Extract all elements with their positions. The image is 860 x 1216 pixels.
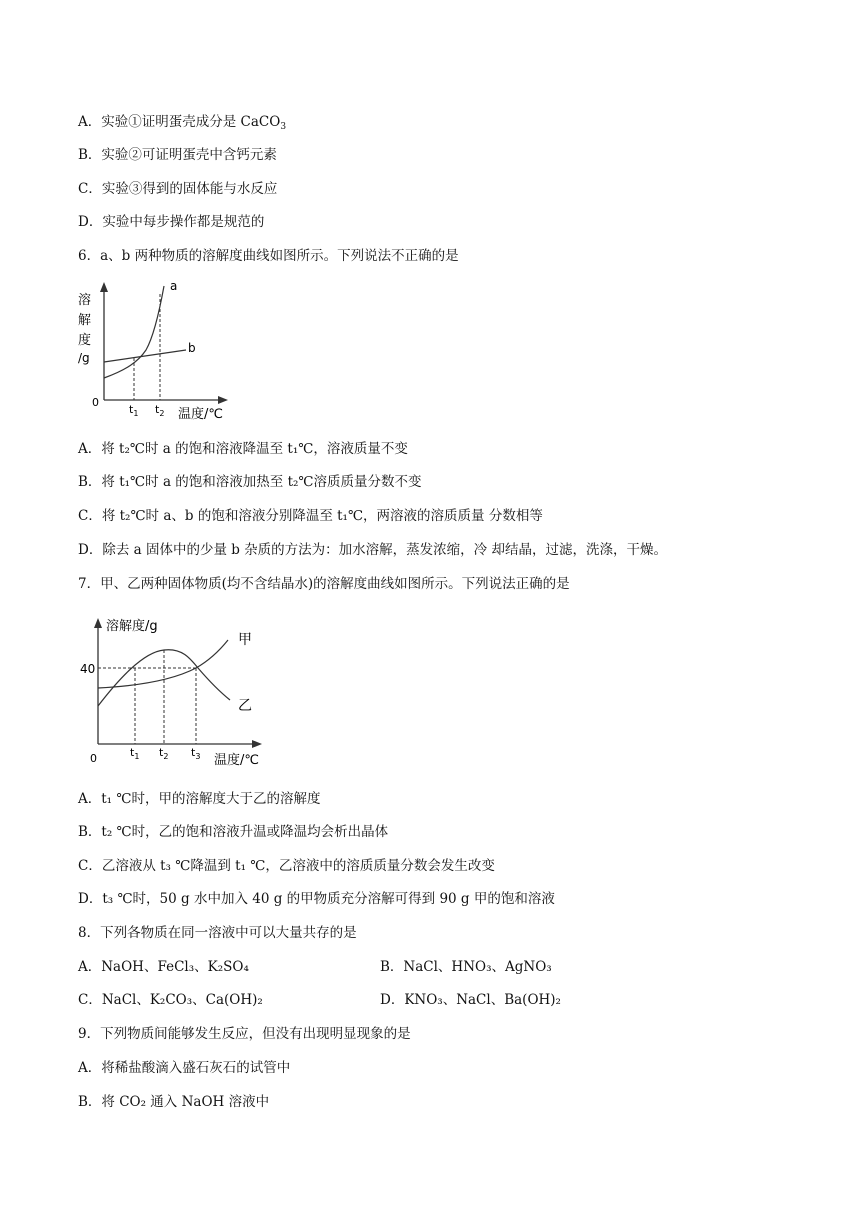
q6-t1-label: $t_1$ [129,403,139,418]
q6-curve-a-label: a [170,279,178,293]
q6-ylabel-2: 解 [78,313,92,328]
q7-y-axis-arrow [94,618,102,628]
q5-option-d: D．实验中每步操作都是规范的 [78,214,265,230]
q6-origin: 0 [92,396,99,409]
q7-x-axis-arrow [252,740,262,748]
q7-option-a: A．t₁ ℃时，甲的溶解度大于乙的溶解度 [78,791,321,807]
q5-option-a-subscript: 3 [280,122,287,132]
q7-t1-label: $t_1$ [130,746,140,761]
q7-t2-label: $t_2$ [159,746,169,761]
q7-ylabel: 溶解度/g [106,619,158,634]
q9-stem: 9．下列物质间能够发生反应，但没有出现明显现象的是 [78,1026,411,1042]
q8-option-a: A．NaOH、FeCl₃、K₂SO₄ [78,959,249,975]
q6-x-axis-arrow [218,396,228,404]
q6-ylabel-1: 溶 [78,293,92,308]
q6-t2-label: $t_2$ [155,403,165,418]
q7-t3-label: $t_3$ [191,746,201,761]
q7-curve-yi-label: 乙 [238,698,252,714]
q7-curve-jia-label: 甲 [238,632,252,648]
q7-option-d: D．t₃ ℃时，50 g 水中加入 40 g 的甲物质充分溶解可得到 90 g 甲的饱和溶液 [78,891,555,907]
q7-y40-label: 40 [80,662,96,676]
q6-option-b: B．将 t₁℃时 a 的饱和溶液加热至 t₂℃溶质质量分数不变 [78,474,422,490]
q5-option-c: C．实验③得到的固体能与水反应 [78,181,278,197]
q6-solubility-graph [76,278,236,423]
q5-option-b: B．实验②可证明蛋壳中含钙元素 [78,147,277,163]
q8-option-b: B．NaCl、HNO₃、AgNO₃ [380,959,552,975]
q6-ylabel-3: 度 [78,333,92,348]
q8-stem: 8．下列各物质在同一溶液中可以大量共存的是 [78,925,357,941]
q7-option-b: B．t₂ ℃时，乙的饱和溶液升温或降温均会析出晶体 [78,824,389,840]
q6-option-a: A．将 t₂℃时 a 的饱和溶液降温至 t₁℃，溶液质量不变 [78,441,408,457]
q7-origin: 0 [90,752,97,765]
q8-option-c: C．NaCl、K₂CO₃、Ca(OH)₂ [78,992,263,1008]
q7-xlabel: 温度/℃ [214,753,259,768]
q7-curve-jia [98,640,228,688]
q6-ylabel-4: /g [78,351,90,365]
q7-solubility-graph [78,610,278,772]
q6-y-axis-arrow [100,282,108,292]
q9-option-b: B．将 CO₂ 通入 NaOH 溶液中 [78,1094,270,1110]
q6-option-c: C．将 t₂℃时 a、b 的饱和溶液分别降温至 t₁℃，两溶液的溶质质量 分数相等 [78,508,543,524]
q6-curve-b-label: b [188,341,196,355]
q8-option-d: D．KNO₃、NaCl、Ba(OH)₂ [380,992,561,1008]
q6-stem: 6．a、b 两种物质的溶解度曲线如图所示。下列说法不正确的是 [78,248,459,264]
q5-option-a [78,113,286,136]
q5-option-a-text: A．实验①证明蛋壳成分是 CaCO [78,114,281,130]
q6-option-d: D．除去 a 固体中的少量 b 杂质的方法为：加水溶解，蒸发浓缩，冷 却结晶，过滤，洗涤，干燥。 [78,542,667,558]
q6-xlabel: 温度/℃ [178,407,223,422]
q9-option-a: A．将稀盐酸滴入盛石灰石的试管中 [78,1060,291,1076]
q7-stem: 7．甲、乙两种固体物质(均不含结晶水)的溶解度曲线如图所示。下列说法正确的是 [78,576,570,592]
q7-option-c: C．乙溶液从 t₃ ℃降温到 t₁ ℃，乙溶液中的溶质质量分数会发生改变 [78,858,495,874]
